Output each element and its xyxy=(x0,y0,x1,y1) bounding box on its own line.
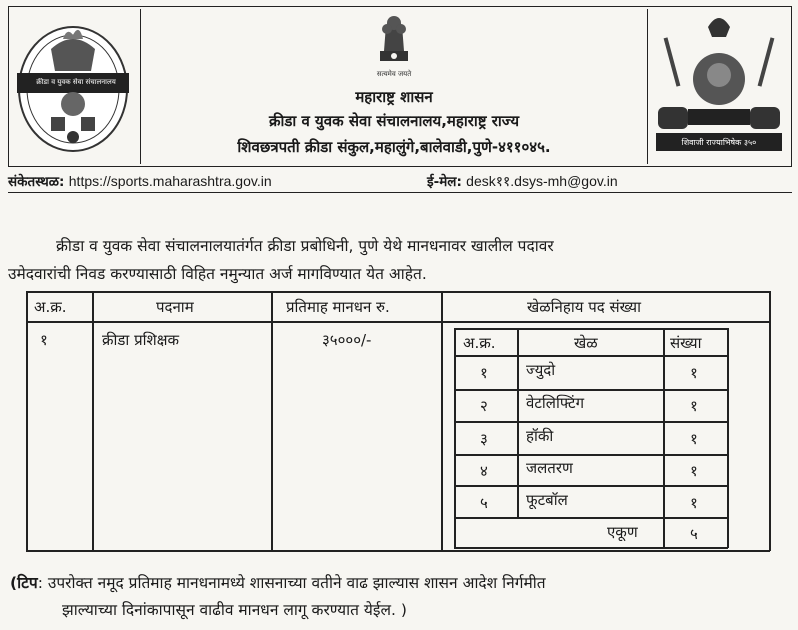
email-label: ई-मेल: xyxy=(427,174,462,190)
sport-5-name: फूटबॉल xyxy=(526,491,568,509)
department-name: क्रीडा व युवक सेवा संचालनालय,महाराष्ट्र राज्य xyxy=(268,112,520,130)
website-label: संकेतस्थळ: xyxy=(8,174,65,190)
emblem-motto: सत्यमेव जयते xyxy=(376,70,412,78)
note-line-2: झाल्याच्या दिनांकापासून वाढीव मानधन लागू करण्यात येईल. ) xyxy=(62,601,407,619)
sport-1-sr: १ xyxy=(480,364,488,382)
sport-4-name: जलतरण xyxy=(526,459,573,477)
header-monthly-honorarium: प्रतिमाह मानधन रु. xyxy=(286,298,390,316)
intro-paragraph xyxy=(8,232,792,288)
sport-1-count: १ xyxy=(690,364,698,382)
sport-2-name: वेटलिफ्टिंग xyxy=(526,394,585,412)
website-link[interactable]: https://sports.maharashtra.gov.in xyxy=(68,173,272,189)
sub-header-sport: खेळ xyxy=(574,334,598,352)
sport-3-count: १ xyxy=(690,430,698,448)
row-sr-no: १ xyxy=(40,331,48,349)
total-value: ५ xyxy=(690,525,698,543)
sports-directorate-logo xyxy=(11,9,141,164)
intro-line-2: उमेदवारांची निवड करण्यासाठी विहित नमुन्यात अर्ज मागविण्यात येत आहेत. xyxy=(8,265,427,283)
sport-4-count: १ xyxy=(690,462,698,480)
sport-2-sr: २ xyxy=(480,397,488,415)
letterhead xyxy=(8,6,792,167)
sport-1-name: ज्युदो xyxy=(526,361,556,379)
header-post-name: पदनाम xyxy=(156,298,194,316)
sport-4-sr: ४ xyxy=(480,462,488,480)
sport-5-sr: ५ xyxy=(480,494,488,512)
shivrajyabhishek-logo xyxy=(647,9,789,164)
sub-header-sr-no: अ.क्र. xyxy=(463,334,496,352)
government-name: महाराष्ट्र शासन xyxy=(355,88,433,106)
email-link[interactable]: desk११.dsys-mh@gov.in xyxy=(466,173,618,189)
sport-2-count: १ xyxy=(690,397,698,415)
row-honorarium: ३५०००/- xyxy=(322,331,372,349)
note-label: (टिप xyxy=(10,574,38,592)
office-address: शिवछत्रपती क्रीडा संकुल,महालुंगे,बालेवाडी,पुणे-४११०४५. xyxy=(237,138,551,156)
email-info xyxy=(427,172,618,191)
note-line-1: : उपरोक्त नमूद प्रतिमाह मानधनामध्ये शासनाच्या वतीने वाढ झाल्यास शासन आदेश निर्गमीत xyxy=(37,574,546,592)
contact-bar xyxy=(8,167,792,193)
header-sport-wise-posts: खेळनिहाय पद संख्या xyxy=(527,298,641,316)
left-logo-caption: क्रीडा व युवक सेवा संचालनालय xyxy=(36,78,116,86)
header-center xyxy=(143,7,645,168)
intro-line-1: क्रीडा व युवक सेवा संचालनालयातंर्गत क्रीडा प्रबोधिनी, पुणे येथे मानधनावर खालील पदावर xyxy=(56,237,554,255)
total-label: एकूण xyxy=(607,523,638,541)
right-logo-caption: शिवाजी राज्याभिषेक ३५० xyxy=(681,138,757,147)
website-info xyxy=(8,172,272,190)
row-post-name: क्रीडा प्रशिक्षक xyxy=(102,331,179,349)
sport-3-name: हॉकी xyxy=(526,427,554,445)
national-emblem-icon xyxy=(374,11,414,69)
sport-5-count: १ xyxy=(690,494,698,512)
sub-header-count: संख्या xyxy=(670,334,702,352)
sport-3-sr: ३ xyxy=(480,430,488,448)
footnote xyxy=(10,570,790,624)
header-sr-no: अ.क्र. xyxy=(34,298,67,316)
